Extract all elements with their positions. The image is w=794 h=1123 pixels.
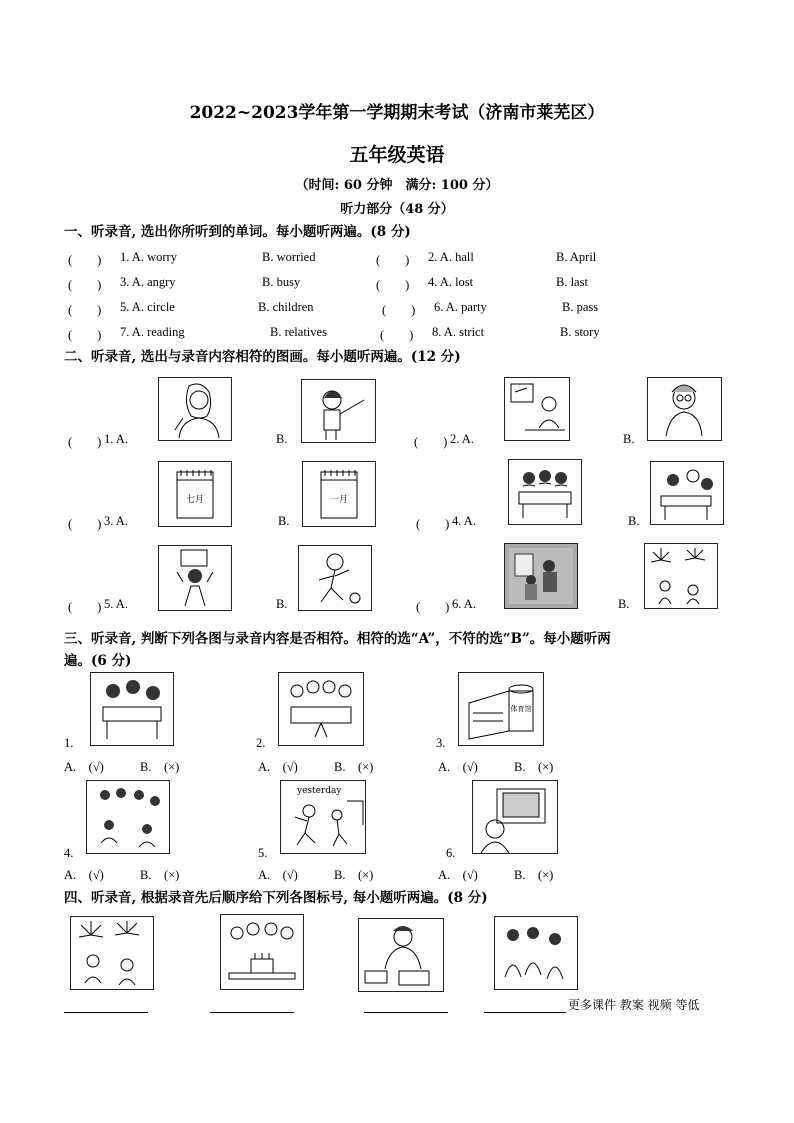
picture-grandmother xyxy=(647,377,722,441)
answer-line[interactable] xyxy=(210,1012,294,1013)
picture-family-birthday xyxy=(278,672,364,746)
section3-heading: 三、听录音, 判断下列各图与录音内容是否相符。相符的选“A”，不符的选“B”。每小题听两 xyxy=(64,631,611,647)
s1-paren: ( ) xyxy=(382,303,416,317)
s3-option-a: A. (√) xyxy=(258,868,298,882)
s1-option-b: B. April xyxy=(556,250,597,264)
s3-option-a: A. (√) xyxy=(64,760,104,774)
section1-heading: 一、听录音, 选出你所听到的单词。每小题听两遍。(8 分) xyxy=(64,224,411,240)
picture-basketball xyxy=(158,545,232,611)
s1-option-a: 1. A. worry xyxy=(120,250,177,264)
s2-option-a: 5. A. xyxy=(104,597,128,611)
s1-option-a: 6. A. party xyxy=(434,300,487,314)
s2-option-a: 4. A. xyxy=(452,514,476,528)
section2-heading: 二、听录音, 选出与录音内容相符的图画。每小题听两遍。(12 分) xyxy=(64,349,461,365)
picture-boy-running xyxy=(298,545,372,611)
s3-option-b: B. (×) xyxy=(140,760,180,774)
s3-number: 6. xyxy=(446,846,456,860)
s2-option-b: B. xyxy=(276,597,288,611)
s2-paren: ( ) xyxy=(68,517,102,531)
s3-option-b: B. (×) xyxy=(514,868,554,882)
s2-paren: ( ) xyxy=(414,435,448,449)
picture-girl-writing xyxy=(358,918,444,992)
s2-paren: ( ) xyxy=(416,517,450,531)
s3-option-b: B. (×) xyxy=(334,868,374,882)
time-info: （时间: 60 分钟 满分: 100 分） xyxy=(295,178,499,193)
calendar-a-text: 七月 xyxy=(185,495,205,505)
picture-woman-portrait xyxy=(158,377,232,441)
s1-paren: ( ) xyxy=(68,303,102,317)
s1-paren: ( ) xyxy=(68,328,102,342)
s3-option-a: A. (√) xyxy=(64,868,104,882)
s3-number: 3. xyxy=(436,736,446,750)
picture-calendar-january xyxy=(302,461,376,527)
s1-option-a: 2. A. hall xyxy=(428,250,474,264)
s1-option-b: B. pass xyxy=(562,300,599,314)
s3-number: 5. xyxy=(258,846,268,860)
answer-line[interactable] xyxy=(484,1012,566,1013)
s2-paren: ( ) xyxy=(68,435,102,449)
s1-paren: ( ) xyxy=(376,278,410,292)
picture-fireworks-festival xyxy=(70,916,154,990)
picture-students-at-desks xyxy=(508,459,582,525)
s3-number: 1. xyxy=(64,736,74,750)
s3-option-a: A. (√) xyxy=(438,760,478,774)
s1-paren: ( ) xyxy=(380,328,414,342)
picture-fireworks-kids xyxy=(644,543,718,609)
picture-gym-building xyxy=(458,672,544,746)
s1-option-a: 4. A. lost xyxy=(428,275,474,289)
s2-paren: ( ) xyxy=(416,600,450,614)
building-sign: 体育馆 xyxy=(510,705,532,713)
s1-option-b: B. worried xyxy=(262,250,316,264)
picture-calendar-july xyxy=(158,461,232,527)
s2-option-a: 2. A. xyxy=(450,432,474,446)
s2-option-a: 3. A. xyxy=(104,514,128,528)
calendar-b-text: 一月 xyxy=(329,495,349,505)
section4-heading: 四、听录音, 根据录音先后顺序给下列各图标号, 每小题听两遍。(8 分) xyxy=(64,890,488,906)
picture-birthday-cake xyxy=(220,914,304,990)
picture-family-room xyxy=(504,543,578,609)
picture-teacher-pointing xyxy=(301,379,376,443)
s2-option-b: B. xyxy=(628,514,640,528)
answer-line[interactable] xyxy=(64,1012,148,1013)
s1-option-a: 5. A. circle xyxy=(120,300,175,314)
s2-option-b: B. xyxy=(278,514,290,528)
s2-option-b: B. xyxy=(623,432,635,446)
s2-option-a: 6. A. xyxy=(452,597,476,611)
s3-number: 2. xyxy=(256,736,266,750)
s1-paren: ( ) xyxy=(376,253,410,267)
s3-option-a: A. (√) xyxy=(258,760,298,774)
s1-option-a: 8. A. strict xyxy=(432,325,485,339)
s1-option-b: B. children xyxy=(258,300,314,314)
s2-option-b: B. xyxy=(276,432,288,446)
s2-paren: ( ) xyxy=(68,600,102,614)
picture-group-eating xyxy=(90,672,174,746)
part-heading: 听力部分（48 分） xyxy=(340,202,454,217)
s2-option-b: B. xyxy=(618,597,630,611)
footer-link-text[interactable]: 更多课件 教案 视频 等低 xyxy=(568,998,700,1012)
exam-title: 2022~2023学年第一学期期末考试（济南市莱芜区） xyxy=(189,103,605,123)
s1-paren: ( ) xyxy=(68,253,102,267)
answer-line[interactable] xyxy=(364,1012,448,1013)
s3-option-b: B. (×) xyxy=(140,868,180,882)
picture-children-playing xyxy=(86,780,170,854)
s1-option-b: B. busy xyxy=(262,275,301,289)
section3-heading-cont: 遍。(6 分) xyxy=(64,653,132,669)
s3-option-b: B. (×) xyxy=(514,760,554,774)
s3-option-b: B. (×) xyxy=(334,760,374,774)
picture-child-drawing xyxy=(504,377,570,441)
s1-paren: ( ) xyxy=(68,278,102,292)
s1-option-b: B. relatives xyxy=(270,325,327,339)
s1-option-b: B. last xyxy=(556,275,588,289)
s1-option-b: B. story xyxy=(560,325,600,339)
exam-subtitle: 五年级英语 xyxy=(349,144,445,166)
s1-option-a: 7. A. reading xyxy=(120,325,185,339)
picture-watching-tv xyxy=(472,780,558,854)
picture-students-class xyxy=(650,461,724,525)
s1-option-a: 3. A. angry xyxy=(120,275,176,289)
s3-number: 4. xyxy=(64,846,74,860)
picture-family-gathering xyxy=(494,916,578,990)
s2-option-a: 1. A. xyxy=(104,432,128,446)
yesterday-label: yesterday xyxy=(297,786,342,796)
picture-yesterday-football xyxy=(280,780,366,854)
s3-option-a: A. (√) xyxy=(438,868,478,882)
